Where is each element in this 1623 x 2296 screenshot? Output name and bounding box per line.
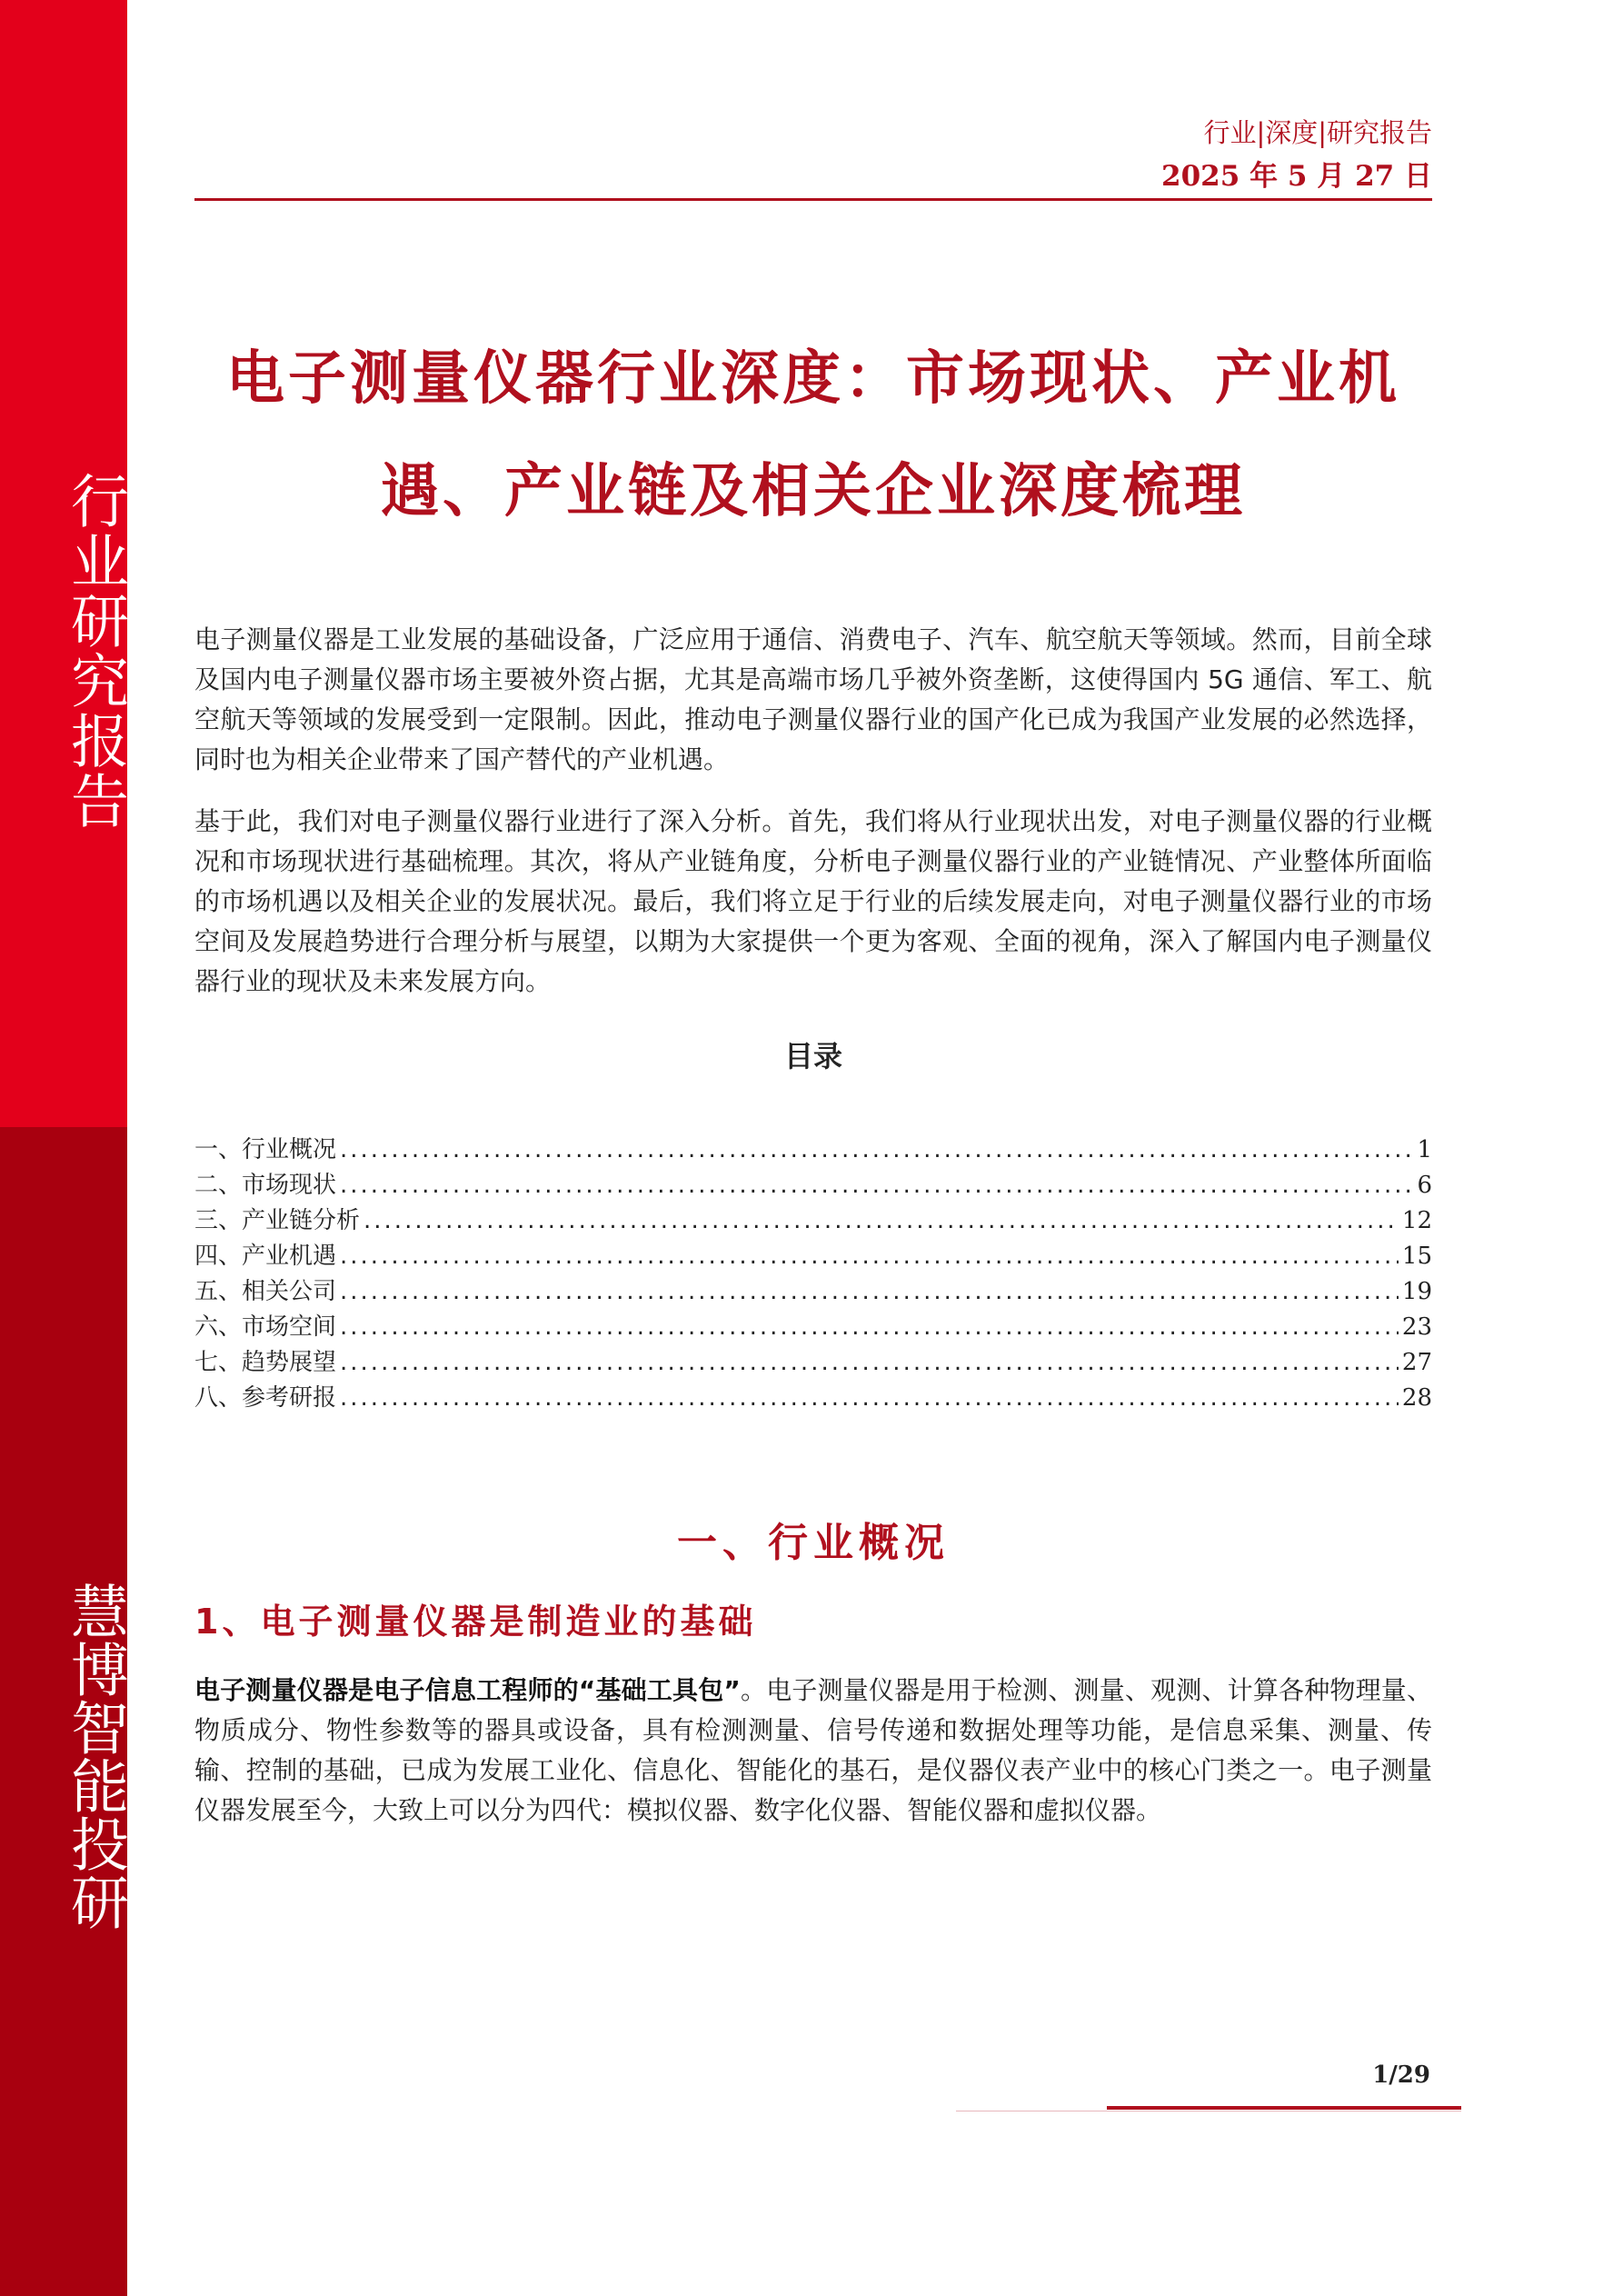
sidebar bbox=[0, 0, 127, 2296]
toc-item[interactable] bbox=[194, 1274, 1432, 1310]
report-date: 2025 年 5 月 27 日 bbox=[1161, 160, 1432, 193]
toc-leader-dots bbox=[340, 1239, 1399, 1274]
toc-item-label: 七、趋势展望 bbox=[194, 1349, 337, 1376]
toc-item-page: 19 bbox=[1401, 1278, 1432, 1305]
toc-item[interactable] bbox=[194, 1345, 1432, 1381]
toc-item-label: 一、行业概况 bbox=[194, 1136, 337, 1163]
toc-item-page: 6 bbox=[1417, 1172, 1432, 1199]
toc-item[interactable] bbox=[194, 1239, 1432, 1274]
sidebar-bottom-text: 慧博智能投研 bbox=[61, 1582, 128, 1931]
toc-leader-dots bbox=[340, 1381, 1399, 1416]
section-heading: 一、行业概况 bbox=[677, 1520, 950, 1566]
toc-item-label: 二、市场现状 bbox=[194, 1172, 337, 1199]
section-subheading: 1、电子测量仪器是制造业的基础 bbox=[194, 1602, 757, 1642]
report-header bbox=[1161, 115, 1432, 196]
page-number: 1/29 bbox=[1372, 2061, 1430, 2089]
sidebar-top-band bbox=[0, 0, 127, 1127]
toc-item-label: 四、产业机遇 bbox=[194, 1243, 337, 1270]
toc-item[interactable] bbox=[194, 1203, 1432, 1239]
table-of-contents bbox=[194, 1133, 1432, 1416]
toc-leader-dots bbox=[340, 1274, 1399, 1310]
toc-item-page: 23 bbox=[1401, 1313, 1432, 1341]
toc-leader-dots bbox=[340, 1133, 1413, 1168]
toc-leader-dots bbox=[340, 1168, 1413, 1203]
toc-item-label: 八、参考研报 bbox=[194, 1384, 337, 1412]
toc-title: 目录 bbox=[783, 1039, 842, 1073]
toc-item-page: 12 bbox=[1401, 1207, 1432, 1234]
toc-leader-dots bbox=[340, 1310, 1399, 1345]
toc-item-page: 1 bbox=[1417, 1136, 1432, 1163]
toc-item-label: 五、相关公司 bbox=[194, 1278, 337, 1305]
title-line-1: 电子测量仪器行业深度：市场现状、产业机 bbox=[226, 345, 1400, 413]
toc-item[interactable] bbox=[194, 1133, 1432, 1168]
toc-leader-dots bbox=[363, 1203, 1399, 1239]
header-divider bbox=[194, 198, 1432, 201]
intro-paragraph-1: 电子测量仪器是工业发展的基础设备，广泛应用于通信、消费电子、汽车、航空航天等领域。然而，目前全球及国内电子测量仪器市场主要被外资占据，尤其是高端市场几乎被外资垄断，这使得国内 5G 通信、军工、航空航天等领域的发展受到一定限制。因此，推动电子测量仪器行业的国产化已成为我国产业发展的必然选择，同时也为相关企业带来了国产替代的产业机遇。 bbox=[194, 624, 1432, 774]
toc-item-page: 27 bbox=[1401, 1349, 1432, 1376]
section-body-text: 。电子测量仪器是用于检测、测量、观测、计算各种物理量、物质成分、物性参数等的器具或设备，具有检测测量、信号传递和数据处理等功能，是信息采集、测量、传输、控制的基础，已成为发展工业化、信息化、智能化的基石，是仪器仪表产业中的核心门类之一。电子测量仪器发展至今，大致上可以分为四代：模拟仪器、数字化仪器、智能仪器和虚拟仪器。 bbox=[194, 1675, 1432, 1825]
intro-paragraph-2: 基于此，我们对电子测量仪器行业进行了深入分析。首先，我们将从行业现状出发，对电子测量仪器的行业概况和市场现状进行基础梳理。其次，将从产业链角度，分析电子测量仪器行业的产业链情况、产业整体所面临的市场机遇以及相关企业的发展状况。最后，我们将立足于行业的后续发展走向，对电子测量仪器行业的市场空间及发展趋势进行合理分析与展望，以期为大家提供一个更为客观、全面的视角，深入了解国内电子测量仪器行业的现状及未来发展方向。 bbox=[194, 806, 1432, 996]
toc-item-page: 15 bbox=[1401, 1243, 1432, 1270]
toc-leader-dots bbox=[340, 1345, 1399, 1381]
report-tags: 行业|深度|研究报告 bbox=[1203, 117, 1432, 148]
toc-item-label: 六、市场空间 bbox=[194, 1313, 337, 1341]
section-lead-bold: 电子测量仪器是电子信息工程师的“基础工具包” bbox=[194, 1675, 741, 1705]
title-line-2: 遇、产业链及相关企业深度梳理 bbox=[381, 458, 1246, 525]
toc-item-page: 28 bbox=[1401, 1384, 1432, 1412]
toc-item[interactable] bbox=[194, 1310, 1432, 1345]
toc-item[interactable] bbox=[194, 1168, 1432, 1203]
toc-item-label: 三、产业链分析 bbox=[194, 1207, 361, 1234]
page-title bbox=[194, 323, 1432, 548]
section-body-paragraph bbox=[194, 1671, 1432, 1831]
sidebar-bottom-band bbox=[0, 1127, 127, 2296]
sidebar-top-text: 行业研究报告 bbox=[61, 471, 128, 831]
toc-item[interactable] bbox=[194, 1381, 1432, 1416]
footer-divider-thick bbox=[1107, 2106, 1461, 2110]
